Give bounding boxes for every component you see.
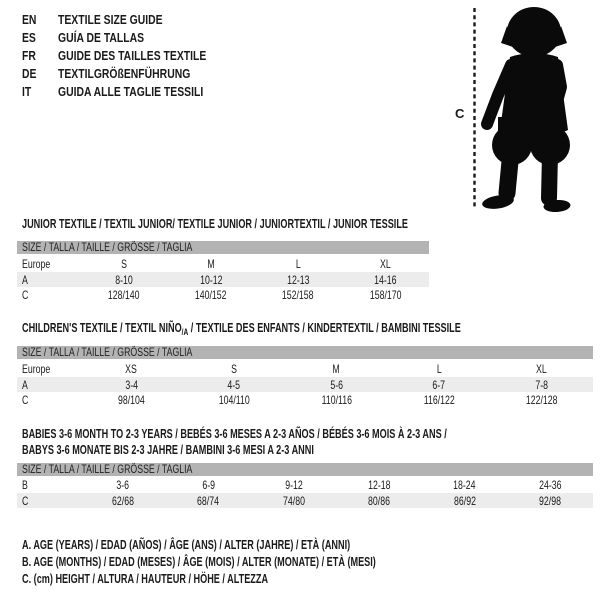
language-code: ES bbox=[22, 30, 36, 45]
size-cell: 86/92 bbox=[453, 493, 476, 508]
table-row bbox=[17, 360, 593, 377]
size-cell: 6-7 bbox=[432, 377, 446, 392]
size-cell: 158/170 bbox=[369, 287, 402, 302]
language-label: GUÍA DE TALLAS bbox=[58, 30, 145, 45]
children-size-table bbox=[17, 346, 593, 407]
language-row-es bbox=[22, 29, 243, 47]
children-section-title: CHILDREN'S TEXTILE / TEXTIL $NIÑO_{/A}$ / TEXTILE DES ENFANTS / KINDERTEXTIL / BAMBINI TESSILE bbox=[22, 321, 461, 337]
baby-silhouette-icon bbox=[480, 5, 575, 215]
height-measure-line bbox=[472, 8, 477, 208]
size-cell: 80/86 bbox=[368, 493, 391, 508]
size-cell: 8-10 bbox=[114, 272, 133, 287]
table-row bbox=[17, 477, 593, 493]
language-label: TEXTILGRÖßENFÜHRUNG bbox=[58, 66, 191, 81]
size-cell: 128/140 bbox=[107, 287, 140, 302]
size-cell: XS bbox=[125, 361, 138, 376]
row-label: B bbox=[22, 478, 28, 492]
size-cell: 7-8 bbox=[535, 377, 549, 392]
footnote-c: C. (cm) HEIGHT / ALTURA / HAUTEUR / HÖHE / ALTEZZA bbox=[22, 572, 269, 586]
size-cell: 6-9 bbox=[201, 478, 215, 492]
size-cell: 68/74 bbox=[197, 493, 220, 508]
size-cell: 18-24 bbox=[453, 478, 476, 492]
footnote-b: B. AGE (MONTHS) / EDAD (MESES) / ÂGE (MOIS) / ALTER (MONATE) / ETÀ (MESI) bbox=[22, 555, 376, 569]
junior-section-title: JUNIOR TEXTILE / TEXTIL JUNIOR/ TEXTILE JUNIOR / JUNIORTEXTIL / JUNIOR TESSILE bbox=[22, 217, 409, 231]
size-cell: 3-6 bbox=[116, 478, 130, 492]
size-cell: S bbox=[120, 256, 127, 271]
size-cell: XL bbox=[536, 361, 548, 376]
language-row-en bbox=[22, 11, 243, 29]
nino-a-subscript: /A bbox=[181, 327, 189, 337]
size-cell: 9-12 bbox=[284, 478, 303, 492]
footnotes-block bbox=[22, 537, 507, 588]
size-header-bar: SIZE / TALLA / TAILLE / GRÖSSE / TAGLIA bbox=[17, 346, 593, 359]
size-cell: 12-18 bbox=[368, 478, 391, 492]
size-cell: 62/68 bbox=[111, 493, 134, 508]
language-row-it bbox=[22, 83, 243, 101]
size-cell: 92/98 bbox=[539, 493, 562, 508]
size-cell: L bbox=[436, 361, 442, 376]
row-label: A bbox=[22, 272, 28, 287]
size-cell: M bbox=[332, 361, 341, 376]
table-row bbox=[17, 493, 593, 508]
size-cell: 14-16 bbox=[374, 272, 397, 287]
size-cell: L bbox=[295, 256, 301, 271]
size-cell: 152/158 bbox=[282, 287, 314, 302]
row-label: C bbox=[22, 392, 29, 407]
size-cell: 122/128 bbox=[525, 392, 558, 407]
table-row bbox=[17, 287, 429, 302]
babies-section-title: BABIES 3-6 MONTH TO 2-3 YEARS / BEBÉS 3-6 MESES A 2-3 AÑOS / BÉBÉS 3-6 MOIS À 2-3 ANS / BABYS 3-6 MONATE BIS 2-3 JAHRE / BAMBINI 3-6 MESI A 2-3 ANNI bbox=[22, 427, 447, 457]
size-cell: 5-6 bbox=[330, 377, 343, 392]
language-code: EN bbox=[22, 12, 37, 27]
language-label: GUIDA ALLE TAGLIE TESSILI bbox=[58, 84, 204, 99]
size-cell: 98/104 bbox=[117, 392, 145, 407]
row-label: Europe bbox=[22, 256, 51, 271]
row-label: Europe bbox=[22, 361, 51, 376]
babies-size-table bbox=[17, 463, 593, 508]
size-cell: 10-12 bbox=[199, 272, 223, 287]
size-cell: 4-5 bbox=[227, 377, 241, 392]
size-cell: M bbox=[207, 256, 215, 271]
junior-size-table bbox=[17, 241, 429, 302]
language-code: FR bbox=[22, 48, 36, 63]
language-row-de bbox=[22, 65, 243, 83]
table-row bbox=[17, 377, 593, 392]
size-cell: XL bbox=[380, 256, 391, 271]
measure-label-c: C bbox=[455, 106, 465, 121]
size-cell: 140/152 bbox=[195, 287, 227, 302]
row-label: A bbox=[22, 377, 28, 392]
language-code: IT bbox=[22, 84, 32, 99]
row-label: C bbox=[22, 493, 29, 508]
language-row-fr bbox=[22, 47, 243, 65]
language-title-block bbox=[22, 11, 243, 101]
size-cell: 3-4 bbox=[124, 377, 138, 392]
size-header-bar: SIZE / TALLA / TAILLE / GRÖSSE / TAGLIA bbox=[17, 241, 429, 254]
size-cell: 24-36 bbox=[539, 478, 562, 492]
size-cell: 110/116 bbox=[321, 392, 352, 407]
table-row bbox=[17, 255, 429, 272]
row-label: C bbox=[22, 287, 29, 302]
size-cell: S bbox=[230, 361, 237, 376]
size-cell: 116/122 bbox=[423, 392, 455, 407]
size-cell: 12-13 bbox=[286, 272, 310, 287]
language-code: DE bbox=[22, 66, 37, 81]
table-row bbox=[17, 392, 593, 407]
size-cell: 74/80 bbox=[282, 493, 305, 508]
table-row bbox=[17, 272, 429, 287]
size-cell: 104/110 bbox=[218, 392, 250, 407]
footnote-a: A. AGE (YEARS) / EDAD (AÑOS) / ÂGE (ANS) / ALTER (JAHRE) / ETÀ (ANNI) bbox=[22, 538, 351, 552]
size-header-bar: SIZE / TALLA / TAILLE / GRÖSSE / TAGLIA bbox=[17, 463, 593, 476]
language-label: TEXTILE SIZE GUIDE bbox=[58, 12, 163, 27]
language-label: GUIDE DES TAILLES TEXTILE bbox=[58, 48, 207, 63]
